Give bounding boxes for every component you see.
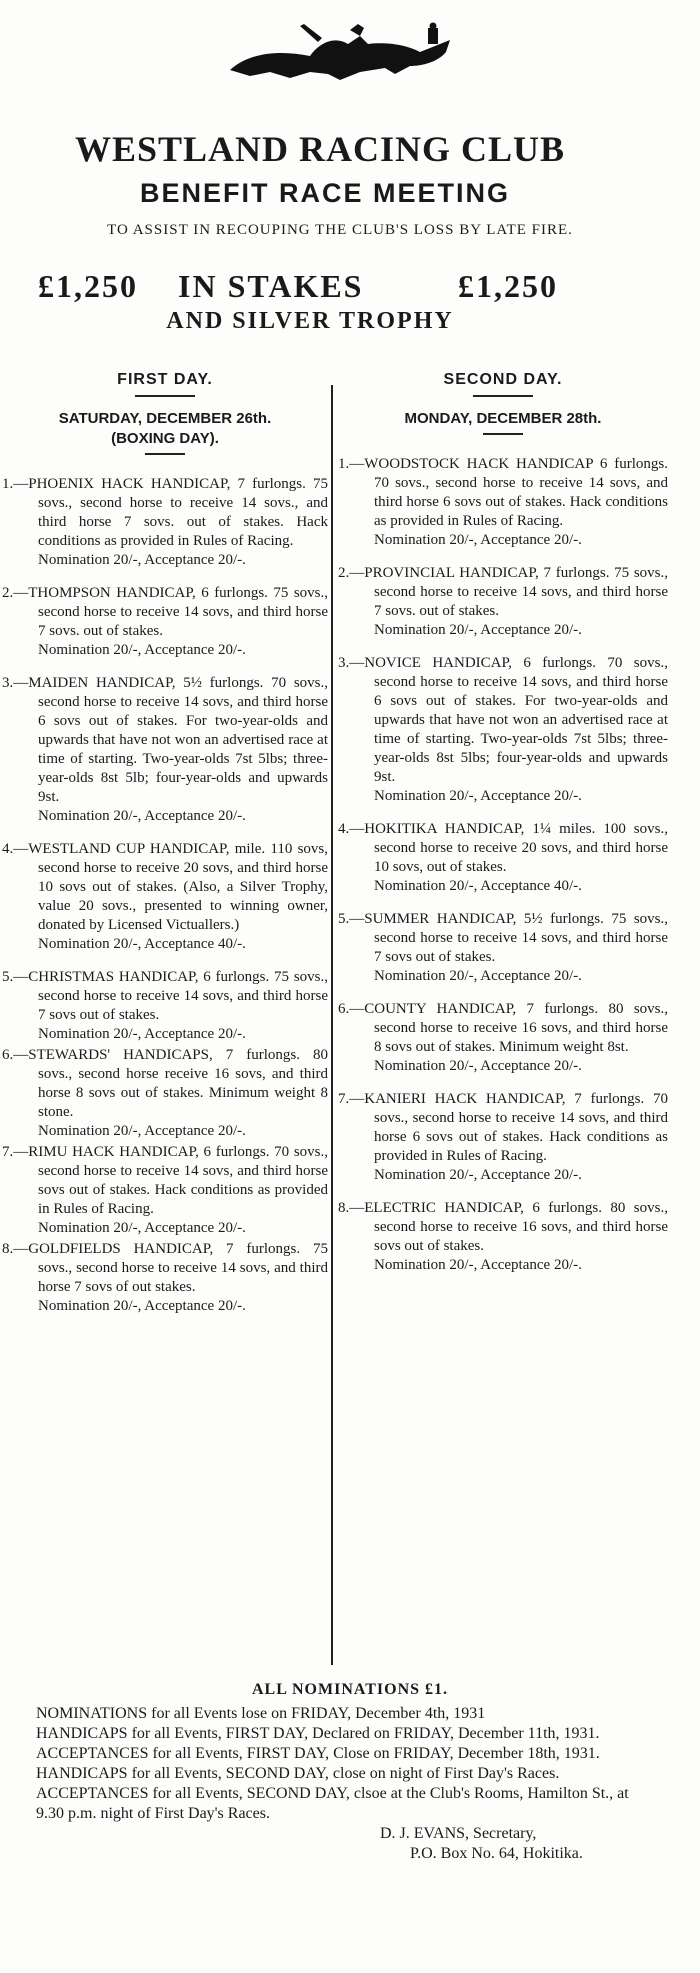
race-fees: Nomination 20/-, Acceptance 20/-. xyxy=(38,642,246,658)
race-fees: Nomination 20/-, Acceptance 20/-. xyxy=(38,552,246,568)
second-day-title: SECOND DAY. xyxy=(443,371,563,388)
closing-dates-section xyxy=(0,1680,700,1864)
race-details: 5.—SUMMER HANDICAP, 5½ furlongs. 75 sovs., second horse to receive 14 sovs, and third horse 7 sovs out of stakes. xyxy=(338,911,668,965)
race-details: 7.—RIMU HACK HANDICAP, 6 furlongs. 70 sovs., second horse to receive 14 sovs, and third horse sovs out of stakes. Hack conditions as provided in Rules of Racing. xyxy=(2,1144,328,1217)
first-day-date xyxy=(2,409,328,449)
first-day-date-note: (BOXING DAY). xyxy=(111,430,219,447)
race-entry xyxy=(338,1199,668,1275)
first-day-date-line: SATURDAY, DECEMBER 26th. xyxy=(58,410,272,427)
race-entry xyxy=(2,1143,328,1238)
meeting-subtitle: BENEFIT RACE MEETING xyxy=(139,178,510,208)
race-fees: Nomination 20/-, Acceptance 20/-. xyxy=(38,808,246,824)
race-fees: Nomination 20/-, Acceptance 20/-. xyxy=(38,1026,246,1042)
race-details: 6.—STEWARDS' HANDICAPS, 7 furlongs. 80 sovs., second horse receive 16 sovs, and third horse 8 sovs out of stakes. Minimum weight 8 stone. xyxy=(2,1047,328,1120)
race-details: 7.—KANIERI HACK HANDICAP, 7 furlongs. 70 sovs., second horse to receive 14 sovs, and third horse 6 sovs out of stakes. Hack conditions as provided in Rules of Racing. xyxy=(338,1091,668,1164)
divider xyxy=(483,433,523,435)
race-details: 8.—GOLDFIELDS HANDICAP, 7 furlongs. 75 sovs., second horse to receive 14 sovs, and third horse 7 sovs of out stakes. xyxy=(2,1241,328,1295)
race-entry xyxy=(338,564,668,640)
race-fees: Nomination 20/-, Acceptance 20/-. xyxy=(38,1220,246,1236)
race-fees: Nomination 20/-, Acceptance 20/-. xyxy=(374,1167,582,1183)
race-entry xyxy=(2,840,328,954)
closing-date-line: ACCEPTANCES for all Events, SECOND DAY, clsoe at the Club's Rooms, Hamilton St., at 9.30 p.m. night of First Day's Races. xyxy=(36,1785,629,1822)
divider xyxy=(473,395,533,397)
stakes-amount-left: £1,250 xyxy=(38,268,138,304)
second-day-date: MONDAY, DECEMBER 28th. xyxy=(404,410,602,427)
race-details: 1.—WOODSTOCK HACK HANDICAP 6 furlongs. 70 sovs., second horse to receive 14 sovs, and third horse 6 sovs out of stakes. Hack conditions as provided in Rules of Racing. xyxy=(338,456,668,529)
race-entry xyxy=(338,455,668,550)
column-divider xyxy=(331,385,333,1665)
silver-trophy-banner: AND SILVER TROPHY xyxy=(166,308,454,334)
race-entry xyxy=(2,475,328,570)
race-entry xyxy=(338,1000,668,1076)
race-fees: Nomination 20/-, Acceptance 20/-. xyxy=(374,532,582,548)
closing-date-line: NOMINATIONS for all Events lose on FRIDAY, December 4th, 1931 xyxy=(36,1705,486,1722)
race-fees: Nomination 20/-, Acceptance 40/-. xyxy=(374,878,582,894)
race-entry xyxy=(2,1240,328,1316)
closing-date-line: HANDICAPS for all Events, SECOND DAY, close on night of First Day's Races. xyxy=(36,1765,560,1782)
race-entry xyxy=(2,968,328,1044)
race-details: 5.—CHRISTMAS HANDICAP, 6 furlongs. 75 sovs., second horse to receive 14 sovs, and third horse 7 sovs out of stakes. xyxy=(2,969,328,1023)
race-details: 3.—MAIDEN HANDICAP, 5½ furlongs. 70 sovs., second horse to receive 14 sovs, and third horse 6 sovs out of stakes. For two-year-olds and upwards that have not won an advertised race at time of starting. Two-year-olds 7st 5lbs; three-year-olds 8st 5lb; four-year-olds and upwards 9st. xyxy=(2,675,328,805)
all-nominations-heading: ALL NOMINATIONS £1. xyxy=(251,1681,449,1698)
race-details: 2.—PROVINCIAL HANDICAP, 7 furlongs. 75 sovs., second horse to receive 14 sovs, and third horse 7 sovs. out of stakes. xyxy=(338,565,668,619)
meeting-purpose: TO ASSIST IN RECOUPING THE CLUB'S LOSS BY LATE FIRE. xyxy=(107,222,573,238)
race-fees: Nomination 20/-, Acceptance 20/-. xyxy=(374,968,582,984)
divider xyxy=(135,395,195,397)
stakes-label: IN STAKES xyxy=(178,268,364,304)
race-details: 3.—NOVICE HANDICAP, 6 furlongs. 70 sovs., second horse to receive 14 sovs, and third horse 6 sovs out of stakes. For two-year-olds and upwards that have not won an advertised race at time of starting. Two-year-olds 7st 5lbs; three-year-olds 8st 5lbs; four-year-olds and upwards 9st. xyxy=(338,655,668,785)
race-fees: Nomination 20/-, Acceptance 20/-. xyxy=(374,1058,582,1074)
stakes-amount-right: £1,250 xyxy=(458,268,558,304)
race-entry xyxy=(338,910,668,986)
race-details: 1.—PHOENIX HACK HANDICAP, 7 furlongs. 75 sovs., second horse to receive 14 sovs., and third horse 7 sovs. out of stakes. Hack conditions as provided in Rules of Racing. xyxy=(2,476,328,549)
divider xyxy=(145,453,185,455)
race-entry xyxy=(338,654,668,806)
race-fees: Nomination 20/-, Acceptance 20/-. xyxy=(374,622,582,638)
race-details: 4.—HOKITIKA HANDICAP, 1¼ miles. 100 sovs., second horse to receive 20 sovs, and third horse 10 sovs, out of stakes. xyxy=(338,821,668,875)
race-details: 8.—ELECTRIC HANDICAP, 6 furlongs. 80 sovs., second horse to receive 16 sovs, and third horse sovs out of stakes. xyxy=(338,1200,668,1254)
race-details: 6.—COUNTY HANDICAP, 7 furlongs. 80 sovs., second horse to receive 16 sovs, and third horse 8 sovs out of stakes. Minimum weight 8st. xyxy=(338,1001,668,1055)
first-day-title: FIRST DAY. xyxy=(117,371,213,388)
first-day-column xyxy=(2,370,328,1316)
race-details: 2.—THOMPSON HANDICAP, 6 furlongs. 75 sovs., second horse to receive 14 sovs, and third horse 7 sovs. out of stakes. xyxy=(2,585,328,639)
race-fees: Nomination 20/-, Acceptance 20/-. xyxy=(38,1298,246,1314)
race-details: 4.—WESTLAND CUP HANDICAP, mile. 110 sovs, second horse to receive 20 sovs, and third horse 10 sovs out of stakes. (Also, a Silver Trophy, value 20 sovs., presented to winning owner, donated by Licensed Victuallers.) xyxy=(2,841,328,933)
race-entry xyxy=(2,1046,328,1141)
secretary-address: P.O. Box No. 64, Hokitika. xyxy=(410,1845,583,1862)
race-fees: Nomination 20/-, Acceptance 40/-. xyxy=(38,936,246,952)
race-fees: Nomination 20/-, Acceptance 20/-. xyxy=(374,788,582,804)
race-fees: Nomination 20/-, Acceptance 20/-. xyxy=(374,1257,582,1273)
race-entry xyxy=(2,674,328,826)
race-entry xyxy=(2,584,328,660)
race-entry xyxy=(338,1090,668,1185)
secretary-name: D. J. EVANS, Secretary, xyxy=(380,1825,537,1842)
race-entry xyxy=(338,820,668,896)
closing-date-line: ACCEPTANCES for all Events, FIRST DAY, Close on FRIDAY, December 18th, 1931. xyxy=(36,1745,600,1762)
second-day-column xyxy=(338,370,668,1275)
closing-date-line: HANDICAPS for all Events, FIRST DAY, Declared on FRIDAY, December 11th, 1931. xyxy=(36,1725,600,1742)
racehorse-and-jockey-icon xyxy=(200,22,480,82)
club-title: WESTLAND RACING CLUB xyxy=(74,129,566,169)
race-fees: Nomination 20/-, Acceptance 20/-. xyxy=(38,1123,246,1139)
